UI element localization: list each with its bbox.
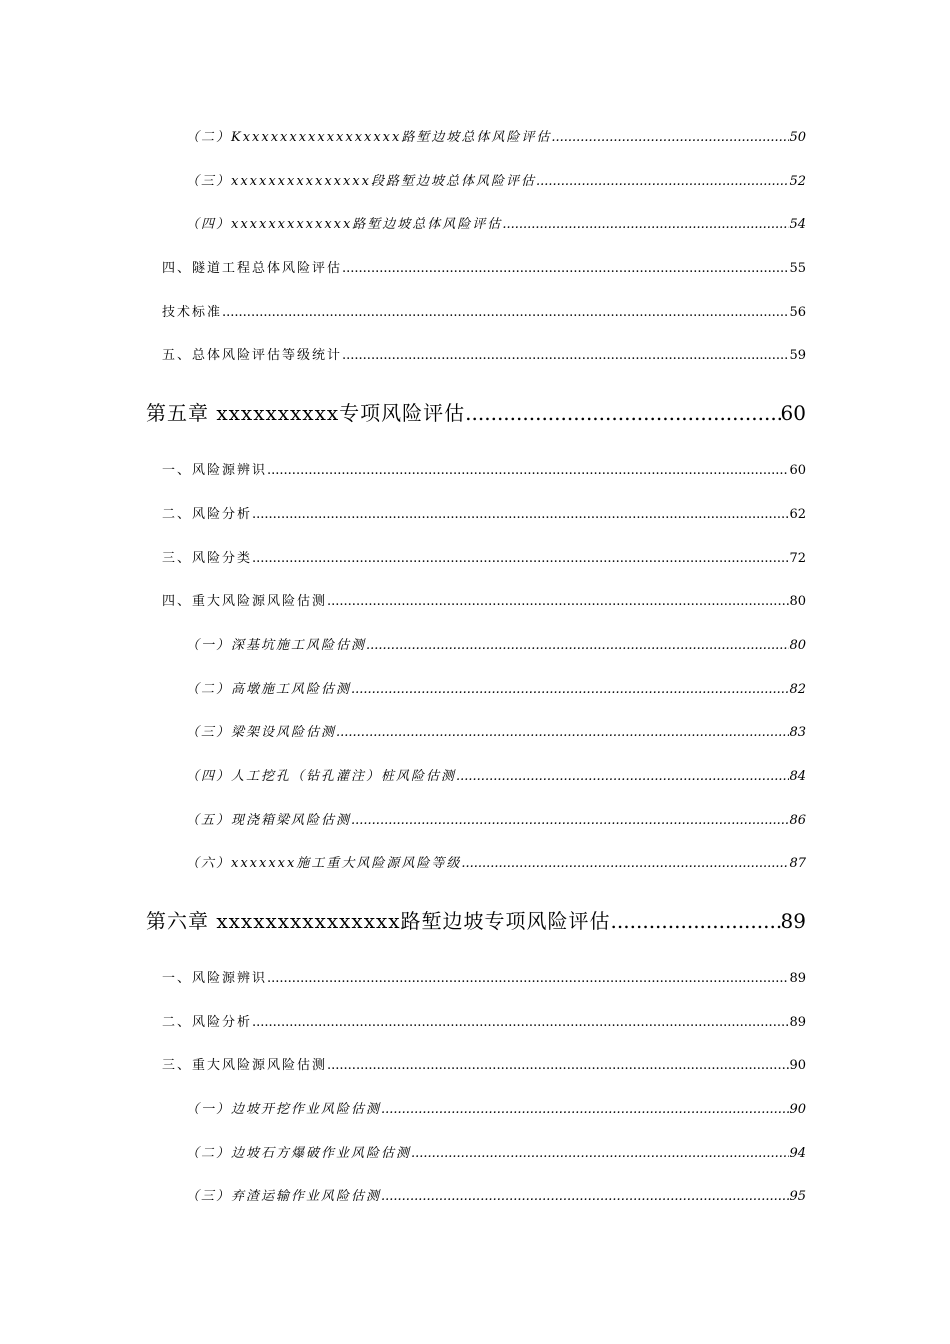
toc-dot-leader bbox=[222, 291, 789, 335]
toc-dot-leader bbox=[267, 957, 789, 1001]
toc-dot-leader bbox=[366, 624, 789, 668]
toc-page-number: 86 bbox=[789, 812, 806, 828]
toc-entry[interactable] bbox=[146, 247, 806, 291]
toc-page-number: 95 bbox=[789, 1189, 806, 1205]
toc-entry-title: 二、风险分析 bbox=[162, 1014, 253, 1030]
toc-page-number: 82 bbox=[789, 681, 806, 697]
toc-chapter-entry[interactable] bbox=[146, 378, 806, 449]
toc-dot-leader bbox=[502, 203, 789, 247]
toc-entry[interactable] bbox=[146, 537, 806, 581]
toc-entry-title: 第五章 xxxxxxxxxx专项风险评估 bbox=[146, 401, 466, 426]
toc-entry[interactable] bbox=[146, 203, 806, 247]
toc-chapter-entry[interactable] bbox=[146, 886, 806, 957]
toc-dot-leader bbox=[381, 1088, 789, 1132]
toc-page-number: 87 bbox=[789, 856, 806, 872]
toc-entry-title: （一）边坡开挖作业风险估测 bbox=[186, 1102, 382, 1118]
toc-entry[interactable] bbox=[146, 1001, 806, 1045]
toc-dot-leader bbox=[456, 755, 789, 799]
toc-entry[interactable] bbox=[146, 116, 806, 160]
toc-dot-leader bbox=[252, 1001, 789, 1045]
toc-entry-title: 四、隧道工程总体风险评估 bbox=[162, 261, 343, 277]
toc-entry[interactable] bbox=[146, 957, 806, 1001]
toc-dot-leader bbox=[336, 711, 789, 755]
toc-entry-title: （二）边坡石方爆破作业风险估测 bbox=[186, 1145, 412, 1161]
toc-entry[interactable] bbox=[146, 711, 806, 755]
toc-dot-leader bbox=[342, 334, 789, 378]
toc-entry-title: 三、风险分类 bbox=[162, 550, 253, 566]
toc-entry-title: （三）xxxxxxxxxxxxxxx段路堑边坡总体风险评估 bbox=[186, 173, 536, 189]
toc-entry[interactable] bbox=[146, 755, 806, 799]
toc-entry[interactable] bbox=[146, 449, 806, 493]
toc-entry-title: 五、总体风险评估等级统计 bbox=[162, 348, 343, 364]
toc-entry-title: （一）深基坑施工风险估测 bbox=[186, 637, 367, 653]
toc-entry-title: 技术标准 bbox=[162, 304, 223, 320]
toc-dot-leader bbox=[327, 1044, 789, 1088]
toc-page-number: 80 bbox=[789, 594, 806, 610]
toc-dot-leader bbox=[465, 378, 780, 449]
toc-dot-leader bbox=[267, 449, 789, 493]
toc-dot-leader bbox=[351, 668, 789, 712]
toc-page-number: 89 bbox=[789, 971, 806, 986]
toc-entry-title: 二、风险分析 bbox=[162, 506, 253, 522]
toc-dot-leader bbox=[381, 1175, 789, 1219]
toc-entry[interactable] bbox=[146, 799, 806, 843]
toc-entry-title: （五）现浇箱梁风险估测 bbox=[186, 812, 352, 828]
toc-entry-title: 三、重大风险源风险估测 bbox=[162, 1058, 328, 1074]
toc-entry-title: （四）xxxxxxxxxxxxx路堑边坡总体风险评估 bbox=[186, 217, 503, 233]
toc-dot-leader bbox=[351, 799, 789, 843]
toc-entry-title: （四）人工挖孔（钻孔灌注）桩风险估测 bbox=[186, 768, 457, 784]
toc-entry-title: 第六章 xxxxxxxxxxxxxxx路堑边坡专项风险评估 bbox=[146, 909, 611, 933]
toc-dot-leader bbox=[551, 116, 789, 160]
toc-page-number: 72 bbox=[789, 550, 806, 566]
toc-dot-leader bbox=[252, 493, 789, 537]
toc-entry[interactable] bbox=[146, 291, 806, 335]
toc-page-number: 54 bbox=[789, 217, 806, 233]
toc-entry-title: 四、重大风险源风险估测 bbox=[162, 594, 328, 610]
toc-dot-leader bbox=[461, 842, 789, 886]
toc-page-number: 62 bbox=[789, 506, 806, 522]
toc-page-number: 83 bbox=[789, 725, 806, 741]
toc-entry-title: 一、风险源辨识 bbox=[162, 971, 268, 986]
table-of-contents bbox=[146, 116, 806, 1219]
toc-dot-leader bbox=[342, 247, 789, 291]
toc-page-number: 90 bbox=[789, 1058, 806, 1074]
toc-entry-title: （二）高墩施工风险估测 bbox=[186, 681, 352, 697]
toc-entry[interactable] bbox=[146, 493, 806, 537]
toc-page-number: 80 bbox=[789, 637, 806, 653]
toc-page-number: 89 bbox=[789, 1014, 806, 1030]
toc-page-number: 90 bbox=[789, 1102, 806, 1118]
toc-entry[interactable] bbox=[146, 160, 806, 204]
toc-dot-leader bbox=[411, 1132, 789, 1176]
toc-entry[interactable] bbox=[146, 580, 806, 624]
toc-entry[interactable] bbox=[146, 1044, 806, 1088]
toc-page-number: 84 bbox=[789, 768, 806, 784]
toc-page-number: 56 bbox=[789, 304, 806, 320]
toc-page-number: 60 bbox=[780, 401, 806, 426]
toc-page-number: 94 bbox=[789, 1145, 806, 1161]
toc-entry-title: （六）xxxxxxx施工重大风险源风险等级 bbox=[186, 856, 462, 872]
toc-entry[interactable] bbox=[146, 624, 806, 668]
toc-page-number: 55 bbox=[789, 261, 806, 277]
toc-page-number: 50 bbox=[789, 130, 806, 145]
toc-dot-leader bbox=[252, 537, 789, 581]
toc-entry[interactable] bbox=[146, 1175, 806, 1219]
toc-entry-title: （二）Kxxxxxxxxxxxxxxxxx路堑边坡总体风险评估 bbox=[186, 130, 552, 145]
toc-page-number: 89 bbox=[780, 909, 806, 933]
toc-entry[interactable] bbox=[146, 842, 806, 886]
toc-entry-title: 一、风险源辨识 bbox=[162, 463, 268, 479]
toc-entry-title: （三）弃渣运输作业风险估测 bbox=[186, 1189, 382, 1205]
toc-entry[interactable] bbox=[146, 668, 806, 712]
toc-page-number: 59 bbox=[789, 348, 806, 364]
toc-page-number: 60 bbox=[789, 463, 806, 479]
toc-page-number: 52 bbox=[789, 173, 806, 189]
toc-entry[interactable] bbox=[146, 1132, 806, 1176]
toc-entry[interactable] bbox=[146, 334, 806, 378]
toc-dot-leader bbox=[536, 160, 789, 204]
toc-entry[interactable] bbox=[146, 1088, 806, 1132]
toc-entry-title: （三）梁架设风险估测 bbox=[186, 725, 337, 741]
toc-dot-leader bbox=[611, 886, 781, 957]
toc-dot-leader bbox=[327, 580, 789, 624]
